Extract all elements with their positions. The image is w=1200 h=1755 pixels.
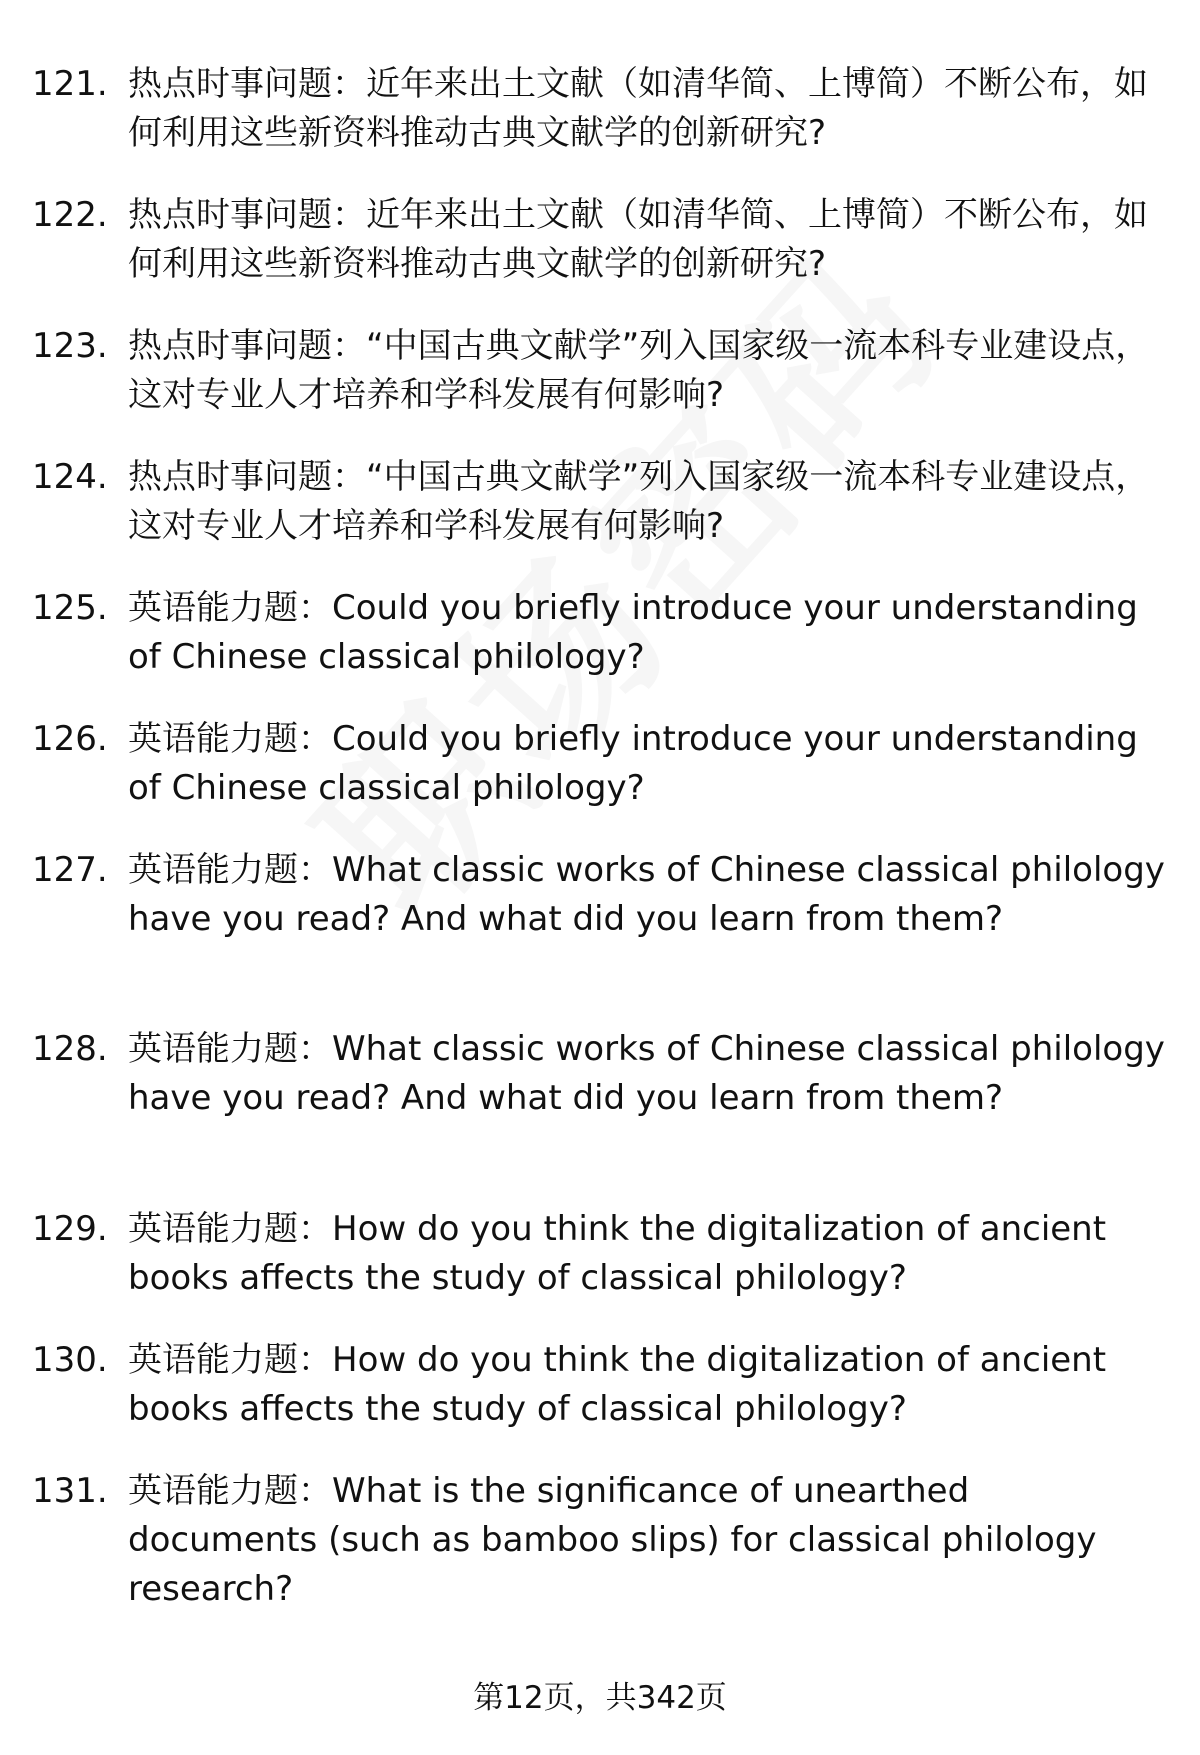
page-footer: 第12页，共342页 bbox=[473, 1680, 727, 1716]
question-number: 122. bbox=[32, 195, 108, 235]
question-text: 英语能力题：Could you briefly introduce your understanding of Chinese classical philology? bbox=[128, 588, 1138, 677]
question-number: 125. bbox=[32, 588, 108, 628]
question-number: 123. bbox=[32, 326, 108, 366]
question-text: 英语能力题：What is the significance of unearthed documents (such as bamboo slips) for classical philology research? bbox=[128, 1471, 1097, 1609]
question-text: 英语能力题：How do you think the digitalization of ancient books affects the study of classical philology? bbox=[128, 1209, 1107, 1298]
question-number: 131. bbox=[32, 1471, 108, 1511]
question-text: 热点时事问题：近年来出土文献（如清华简、上博简）不断公布，如何利用这些新资料推动古典文献学的创新研究? bbox=[128, 195, 1148, 284]
question-text: 英语能力题：What classic works of Chinese classical philology have you read? And what did you learn from them? bbox=[128, 850, 1165, 939]
question-number: 129. bbox=[32, 1209, 108, 1249]
question-number: 127. bbox=[32, 850, 108, 890]
question-text: 英语能力题：Could you briefly introduce your understanding of Chinese classical philology? bbox=[128, 719, 1138, 808]
question-text: 热点时事问题：近年来出土文献（如清华简、上博简）不断公布，如何利用这些新资料推动古典文献学的创新研究? bbox=[128, 64, 1148, 153]
question-text: 英语能力题：What classic works of Chinese classical philology have you read? And what did you learn from them? bbox=[128, 1029, 1165, 1118]
question-number: 124. bbox=[32, 457, 108, 497]
question-text: 热点时事问题：“中国古典文献学”列入国家级一流本科专业建设点，这对专业人才培养和学科发展有何影响? bbox=[128, 326, 1150, 415]
question-text: 热点时事问题：“中国古典文献学”列入国家级一流本科专业建设点，这对专业人才培养和学科发展有何影响? bbox=[128, 457, 1150, 546]
question-number: 128. bbox=[32, 1029, 108, 1069]
question-number: 126. bbox=[32, 719, 108, 759]
question-number: 121. bbox=[32, 64, 108, 104]
question-text: 英语能力题：How do you think the digitalization of ancient books affects the study of classical philology? bbox=[128, 1340, 1107, 1429]
question-number: 130. bbox=[32, 1340, 108, 1380]
